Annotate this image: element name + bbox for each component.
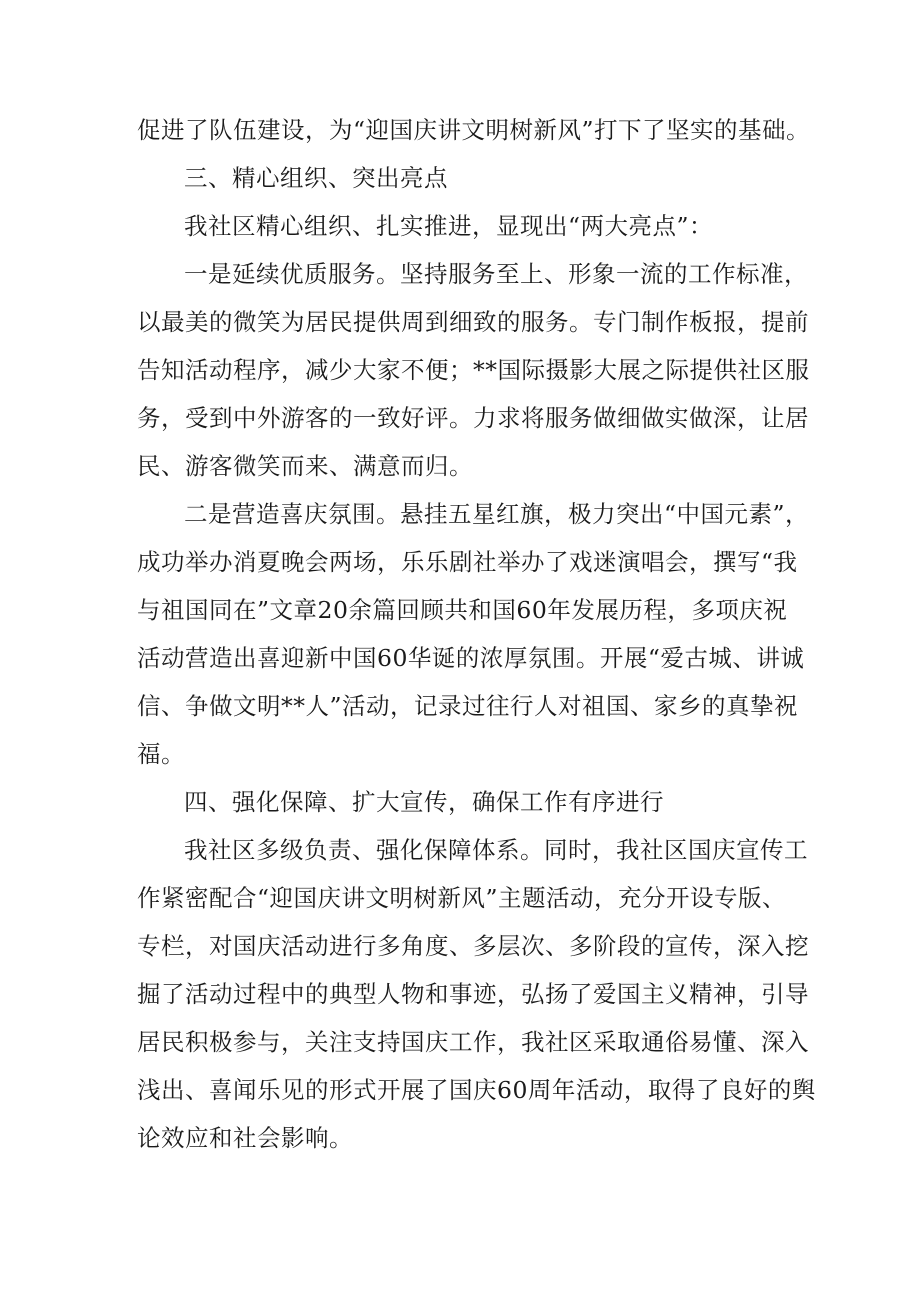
paragraph-line: 以最美的微笑为居民提供周到细致的服务。专门制作板报，提前	[137, 308, 809, 336]
paragraph-line: 福。	[137, 740, 185, 768]
paragraph-line: 论效应和社会影响。	[137, 1124, 353, 1152]
paragraph-line: 我社区多级负责、强化保障体系。同时，我社区国庆宣传工	[184, 836, 808, 864]
paragraph-line: 务，受到中外游客的一致好评。力求将服务做细做实做深，让居	[137, 404, 809, 432]
paragraph-line: 浅出、喜闻乐见的形式开展了国庆60周年活动，取得了良好的舆	[137, 1076, 816, 1104]
paragraph-line: 成功举办消夏晚会两场，乐乐剧社举办了戏迷演唱会，撰写“我	[137, 548, 798, 576]
paragraph-line: 民、游客微笑而来、满意而归。	[137, 452, 473, 480]
paragraph-line: 作紧密配合“迎国庆讲文明树新风”主题活动，充分开设专版、	[137, 884, 787, 912]
paragraph-line: 二是营造喜庆氛围。悬挂五星红旗，极力突出“中国元素”，	[184, 500, 810, 528]
section-heading-3: 三、精心组织、突出亮点	[184, 164, 448, 192]
paragraph-line: 一是延续优质服务。坚持服务至上、形象一流的工作标准，	[184, 260, 808, 288]
paragraph-line: 与祖国同在”文章20余篇回顾共和国60年发展历程，多项庆祝	[137, 596, 788, 624]
paragraph-line: 专栏，对国庆活动进行多角度、多层次、多阶段的宣传，深入挖	[137, 932, 809, 960]
section-heading-4: 四、强化保障、扩大宣传，确保工作有序进行	[184, 788, 664, 816]
paragraph-line: 居民积极参与，关注支持国庆工作，我社区采取通俗易懂、深入	[137, 1028, 809, 1056]
document-body	[137, 106, 817, 1162]
paragraph-line: 信、争做文明**人”活动，记录过往行人对祖国、家乡的真挚祝	[137, 692, 799, 720]
paragraph-line: 告知活动程序，减少大家不便；**国际摄影大展之际提供社区服	[137, 356, 810, 384]
paragraph-line: 促进了队伍建设，为“迎国庆讲文明树新风”打下了坚实的基础。	[137, 116, 811, 144]
paragraph-line: 我社区精心组织、扎实推进，显现出“两大亮点”：	[184, 212, 714, 240]
paragraph-line: 活动营造出喜迎新中国60华诞的浓厚氛围。开展“爱古城、讲诚	[137, 644, 805, 672]
paragraph-line: 掘了活动过程中的典型人物和事迹，弘扬了爱国主义精神，引导	[137, 980, 809, 1008]
